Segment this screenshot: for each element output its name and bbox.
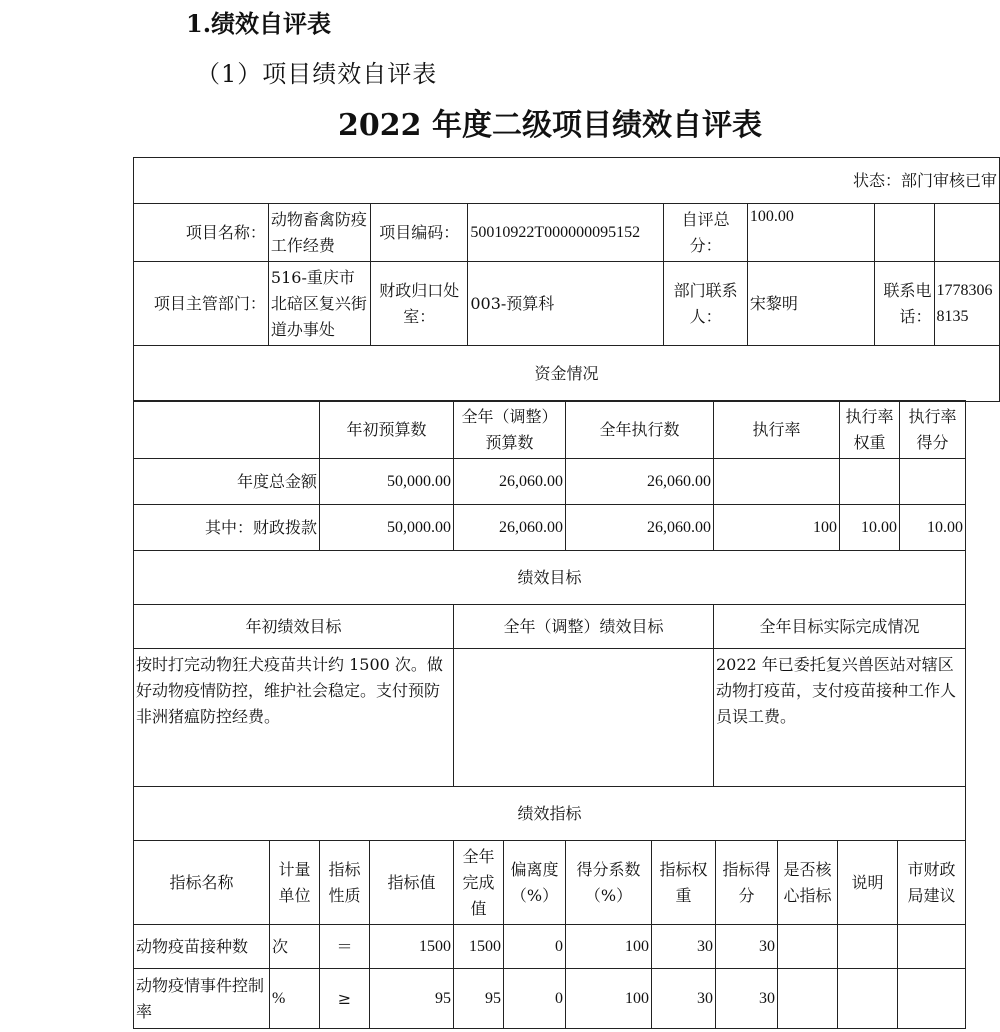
funds-header-blank xyxy=(134,401,320,459)
indicator-header: 说明 xyxy=(838,841,898,925)
indicator-advice xyxy=(898,969,966,1029)
funds-cell: 10.00 xyxy=(840,505,900,551)
indicator-weight: 30 xyxy=(652,925,716,969)
funds-header: 全年（调整）预算数 xyxy=(454,401,566,459)
funds-cell: 26,060.00 xyxy=(566,505,714,551)
indicator-name: 动物疫情事件控制率 xyxy=(134,969,270,1029)
contact-value: 宋黎明 xyxy=(747,262,874,346)
phone-label: 联系电话： xyxy=(874,262,934,346)
indicator-header: 得分系数（%） xyxy=(566,841,652,925)
funds-section-title: 资金情况 xyxy=(134,346,1000,402)
funds-cell: 10.00 xyxy=(900,505,966,551)
empty-cell xyxy=(874,204,934,262)
table-title: 2022 年度二级项目绩效自评表 xyxy=(338,108,762,143)
indicator-nature: ≥ xyxy=(320,969,370,1029)
indicator-target: 95 xyxy=(370,969,454,1029)
indicator-header: 指标权重 xyxy=(652,841,716,925)
finance-office-label: 财政归口处室： xyxy=(371,262,468,346)
goals-adjusted-text xyxy=(454,649,714,787)
indicator-advice xyxy=(898,925,966,969)
indicator-header: 指标得分 xyxy=(716,841,778,925)
goals-initial-text: 按时打完动物狂犬疫苗共计约 1500 次。做好动物疫情防控，维护社会稳定。支付预防非洲猪瘟防控经费。 xyxy=(134,649,454,787)
funds-cell xyxy=(840,459,900,505)
goals-header-initial: 年初绩效目标 xyxy=(134,605,454,649)
self-score-label: 自评总分： xyxy=(664,204,747,262)
project-code-label: 项目编码： xyxy=(371,204,468,262)
project-name-value: 动物畜禽防疫工作经费 xyxy=(268,204,370,262)
funds-cell: 26,060.00 xyxy=(454,459,566,505)
section-heading: 1.绩效自评表 xyxy=(186,9,332,38)
finance-office-value: 003-预算科 xyxy=(468,262,664,346)
indicator-target: 1500 xyxy=(370,925,454,969)
project-name-label: 项目名称： xyxy=(134,204,269,262)
funds-header: 执行率权重 xyxy=(840,401,900,459)
indicator-core xyxy=(778,969,838,1029)
indicator-deviation: 0 xyxy=(504,925,566,969)
indicators-table xyxy=(133,840,966,1029)
status-text: 状态：部门审核已审 xyxy=(134,158,1000,204)
dept-label: 项目主管部门： xyxy=(134,262,269,346)
indicator-name: 动物疫苗接种数 xyxy=(134,925,270,969)
indicator-header: 指标值 xyxy=(370,841,454,925)
indicators-section-title: 绩效指标 xyxy=(134,787,966,841)
funds-header: 执行率得分 xyxy=(900,401,966,459)
indicator-header: 指标性质 xyxy=(320,841,370,925)
funds-row-label: 其中：财政拨款 xyxy=(134,505,320,551)
funds-cell: 50,000.00 xyxy=(320,459,454,505)
self-score-value: 100.00 xyxy=(747,204,874,262)
indicator-deviation: 0 xyxy=(504,969,566,1029)
contact-label: 部门联系人： xyxy=(664,262,747,346)
funds-row-label: 年度总金额 xyxy=(134,459,320,505)
funds-header: 年初预算数 xyxy=(320,401,454,459)
funds-cell: 50,000.00 xyxy=(320,505,454,551)
project-code-value: 50010922T000000095152 xyxy=(468,204,664,262)
sub-heading: （1）项目绩效自评表 xyxy=(196,60,438,88)
indicator-done: 1500 xyxy=(454,925,504,969)
indicator-header: 是否核心指标 xyxy=(778,841,838,925)
funds-header: 全年执行数 xyxy=(566,401,714,459)
goals-table xyxy=(133,604,966,841)
indicator-header: 全年完成值 xyxy=(454,841,504,925)
indicator-unit: 次 xyxy=(270,925,320,969)
empty-cell xyxy=(934,204,1000,262)
indicator-header: 指标名称 xyxy=(134,841,270,925)
indicator-header: 偏离度（%） xyxy=(504,841,566,925)
phone-value: 17783068135 xyxy=(934,262,1000,346)
indicator-coef: 100 xyxy=(566,969,652,1029)
indicator-note xyxy=(838,969,898,1029)
funds-cell: 26,060.00 xyxy=(566,459,714,505)
indicator-score: 30 xyxy=(716,925,778,969)
indicator-weight: 30 xyxy=(652,969,716,1029)
indicator-core xyxy=(778,925,838,969)
indicator-score: 30 xyxy=(716,969,778,1029)
indicator-header: 市财政局建议 xyxy=(898,841,966,925)
goals-actual-text: 2022 年已委托复兴兽医站对辖区动物打疫苗，支付疫苗接种工作人员误工费。 xyxy=(714,649,966,787)
funds-header: 执行率 xyxy=(714,401,840,459)
goals-header-actual: 全年目标实际完成情况 xyxy=(714,605,966,649)
indicator-header: 计量单位 xyxy=(270,841,320,925)
indicator-nature: ＝ xyxy=(320,925,370,969)
goals-section-title: 绩效目标 xyxy=(134,551,966,605)
funds-cell xyxy=(900,459,966,505)
funds-table xyxy=(133,400,966,605)
goals-header-adjusted: 全年（调整）绩效目标 xyxy=(454,605,714,649)
indicator-coef: 100 xyxy=(566,925,652,969)
indicator-unit: % xyxy=(270,969,320,1029)
project-info-table xyxy=(133,157,1000,402)
funds-cell: 26,060.00 xyxy=(454,505,566,551)
indicator-done: 95 xyxy=(454,969,504,1029)
funds-cell xyxy=(714,459,840,505)
funds-cell: 100 xyxy=(714,505,840,551)
indicator-note xyxy=(838,925,898,969)
dept-value: 516-重庆市北碚区复兴街道办事处 xyxy=(268,262,370,346)
